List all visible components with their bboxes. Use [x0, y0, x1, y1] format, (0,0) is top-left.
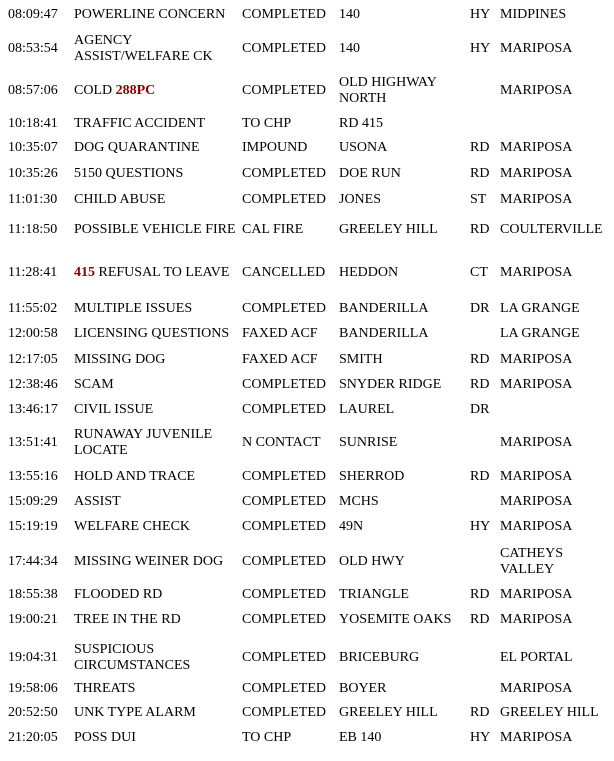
call-street-suffix: HY [470, 41, 491, 56]
call-time: 12:00:58 [8, 326, 58, 341]
call-city: MARIPOSA [500, 83, 573, 98]
call-disposition: COMPLETED [242, 469, 326, 484]
table-row [0, 582, 614, 608]
table-row [0, 372, 614, 398]
call-street: SHERROD [339, 469, 405, 484]
call-type: SCAM [74, 377, 114, 392]
call-time: 11:28:41 [8, 265, 58, 280]
call-disposition: TO CHP [242, 116, 292, 131]
table-row [0, 542, 614, 582]
call-street-suffix: RD [470, 140, 490, 155]
call-street: USONA [339, 140, 388, 155]
call-city: MARIPOSA [500, 730, 573, 745]
call-time: 13:46:17 [8, 402, 58, 417]
call-street: SNYDER RIDGE [339, 377, 442, 392]
call-type: SUSPICIOUS CIRCUMSTANCES [74, 642, 191, 673]
call-city: MARIPOSA [500, 494, 573, 509]
call-disposition: N CONTACT [242, 435, 321, 450]
call-disposition: COMPLETED [242, 519, 326, 534]
call-street: MCHS [339, 494, 379, 509]
table-row [0, 209, 614, 251]
table-row [0, 607, 614, 633]
call-city: MARIPOSA [500, 612, 573, 627]
call-time: 08:53:54 [8, 41, 58, 56]
call-street: BANDERILLA [339, 301, 429, 316]
table-row [0, 135, 614, 161]
call-time: 10:35:07 [8, 140, 58, 155]
call-street-suffix: RD [470, 222, 490, 237]
table-row [0, 725, 614, 751]
call-city: MARIPOSA [500, 166, 573, 181]
call-city: MARIPOSA [500, 469, 573, 484]
call-street: JONES [339, 192, 382, 207]
call-disposition: COMPLETED [242, 192, 326, 207]
call-time: 11:55:02 [8, 301, 58, 316]
call-time: 20:52:50 [8, 705, 58, 720]
call-city: LA GRANGE [500, 326, 580, 341]
call-street: SMITH [339, 352, 383, 367]
call-street-suffix: ST [470, 192, 487, 207]
call-city: MARIPOSA [500, 140, 573, 155]
call-disposition: COMPLETED [242, 554, 326, 569]
call-street: 140 [339, 7, 360, 22]
call-city: LA GRANGE [500, 301, 580, 316]
call-type: UNK TYPE ALARM [74, 705, 196, 720]
call-street: GREELEY HILL [339, 705, 438, 720]
call-type: CIVIL ISSUE [74, 402, 154, 417]
call-type: THREATS [74, 681, 136, 696]
call-city: CATHEYS VALLEY [500, 546, 564, 577]
call-type: POSSIBLE VEHICLE FIRE [74, 222, 236, 237]
table-row [0, 638, 614, 678]
call-street: BANDERILLA [339, 326, 429, 341]
call-time: 11:01:30 [8, 192, 58, 207]
call-street-suffix: RD [470, 377, 490, 392]
call-disposition: COMPLETED [242, 83, 326, 98]
call-time: 08:57:06 [8, 83, 58, 98]
call-type: LICENSING QUESTIONS [74, 326, 230, 341]
call-type [74, 83, 242, 99]
call-street: 140 [339, 41, 360, 56]
call-time: 12:17:05 [8, 352, 58, 367]
call-type: TREE IN THE RD [74, 612, 181, 627]
call-type: RUNAWAY JUVENILE LOCATE [74, 427, 213, 458]
call-street: SUNRISE [339, 435, 398, 450]
call-street: RD 415 [339, 116, 383, 131]
call-disposition: COMPLETED [242, 494, 326, 509]
call-street: BRICEBURG [339, 650, 420, 665]
call-street: EB 140 [339, 730, 382, 745]
call-type [74, 265, 242, 281]
call-time: 15:19:19 [8, 519, 58, 534]
call-street-suffix: HY [470, 7, 491, 22]
call-disposition: COMPLETED [242, 377, 326, 392]
call-type: AGENCY ASSIST/WELFARE CK [74, 33, 213, 64]
call-city: MARIPOSA [500, 41, 573, 56]
call-disposition: FAXED ACF [242, 352, 318, 367]
table-row [0, 423, 614, 463]
call-disposition: COMPLETED [242, 612, 326, 627]
call-city: GREELEY HILL [500, 705, 599, 720]
call-time: 18:55:38 [8, 587, 58, 602]
call-time: 15:09:29 [8, 494, 58, 509]
call-disposition: COMPLETED [242, 681, 326, 696]
call-type: TRAFFIC ACCIDENT [74, 116, 206, 131]
call-type: MULTIPLE ISSUES [74, 301, 193, 316]
call-disposition: COMPLETED [242, 7, 326, 22]
call-type: POSS DUI [74, 730, 136, 745]
table-row [0, 489, 614, 515]
penal-code: 415 [74, 265, 95, 280]
call-time: 19:04:31 [8, 650, 58, 665]
call-disposition: COMPLETED [242, 166, 326, 181]
table-row [0, 464, 614, 490]
call-disposition: COMPLETED [242, 587, 326, 602]
call-street-suffix: RD [470, 352, 490, 367]
call-street: OLD HWY [339, 554, 405, 569]
call-street: TRIANGLE [339, 587, 409, 602]
call-time: 13:51:41 [8, 435, 58, 450]
call-city: MARIPOSA [500, 519, 573, 534]
call-type: CHILD ABUSE [74, 192, 166, 207]
call-time: 13:55:16 [8, 469, 58, 484]
call-street: HEDDON [339, 265, 399, 280]
call-street-suffix: HY [470, 519, 491, 534]
call-type: FLOODED RD [74, 587, 163, 602]
call-disposition: COMPLETED [242, 41, 326, 56]
call-city: EL PORTAL [500, 650, 573, 665]
call-type: DOG QUARANTINE [74, 140, 200, 155]
call-disposition: IMPOUND [242, 140, 308, 155]
table-row [0, 161, 614, 187]
table-row [0, 347, 614, 373]
call-time: 08:09:47 [8, 7, 58, 22]
table-row [0, 321, 614, 347]
call-type-text: REFUSAL TO LEAVE [95, 265, 230, 280]
table-row [0, 29, 614, 69]
call-disposition: TO CHP [242, 730, 292, 745]
call-city: MARIPOSA [500, 681, 573, 696]
call-time: 19:00:21 [8, 612, 58, 627]
call-time: 10:35:26 [8, 166, 58, 181]
call-disposition: FAXED ACF [242, 326, 318, 341]
table-row [0, 397, 614, 423]
call-disposition: CANCELLED [242, 265, 326, 280]
call-street: LAUREL [339, 402, 395, 417]
call-city: MARIPOSA [500, 435, 573, 450]
penal-code: 288PC [115, 83, 156, 98]
call-disposition: COMPLETED [242, 705, 326, 720]
call-time: 12:38:46 [8, 377, 58, 392]
call-disposition: COMPLETED [242, 402, 326, 417]
call-street-suffix: RD [470, 587, 490, 602]
table-row [0, 252, 614, 294]
call-disposition: COMPLETED [242, 650, 326, 665]
call-street: 49N [339, 519, 364, 534]
table-row [0, 700, 614, 726]
call-street-suffix: HY [470, 730, 491, 745]
table-row [0, 676, 614, 702]
call-city: COULTERVILLE [500, 222, 603, 237]
call-street-suffix: RD [470, 612, 490, 627]
call-time: 21:20:05 [8, 730, 58, 745]
call-type: HOLD AND TRACE [74, 469, 196, 484]
table-row [0, 296, 614, 322]
call-time: 11:18:50 [8, 222, 58, 237]
table-row [0, 2, 614, 28]
call-city: MARIPOSA [500, 587, 573, 602]
call-type: POWERLINE CONCERN [74, 7, 226, 22]
call-type: ASSIST [74, 494, 121, 509]
call-city: MARIPOSA [500, 377, 573, 392]
call-disposition: CAL FIRE [242, 222, 304, 237]
call-city: MARIPOSA [500, 192, 573, 207]
call-time: 17:44:34 [8, 554, 58, 569]
call-type: MISSING WEINER DOG [74, 554, 224, 569]
call-street-suffix: RD [470, 469, 490, 484]
call-street-suffix: DR [470, 301, 490, 316]
call-city: MARIPOSA [500, 265, 573, 280]
call-city: MARIPOSA [500, 352, 573, 367]
call-time: 19:58:06 [8, 681, 58, 696]
call-disposition: COMPLETED [242, 301, 326, 316]
call-street-suffix: CT [470, 265, 488, 280]
call-street-suffix: DR [470, 402, 490, 417]
call-type-text: COLD [74, 83, 116, 98]
call-street: YOSEMITE OAKS [339, 612, 452, 627]
call-street: GREELEY HILL [339, 222, 438, 237]
call-street: DOE RUN [339, 166, 401, 181]
call-type: MISSING DOG [74, 352, 166, 367]
call-street-suffix: RD [470, 705, 490, 720]
table-row [0, 514, 614, 540]
call-city: MIDPINES [500, 7, 567, 22]
table-row [0, 71, 614, 111]
call-street: BOYER [339, 681, 387, 696]
call-type: 5150 QUESTIONS [74, 166, 184, 181]
call-street-suffix: RD [470, 166, 490, 181]
call-type: WELFARE CHECK [74, 519, 191, 534]
call-time: 10:18:41 [8, 116, 58, 131]
table-row [0, 114, 614, 134]
call-street: OLD HIGHWAY NORTH [339, 75, 437, 106]
